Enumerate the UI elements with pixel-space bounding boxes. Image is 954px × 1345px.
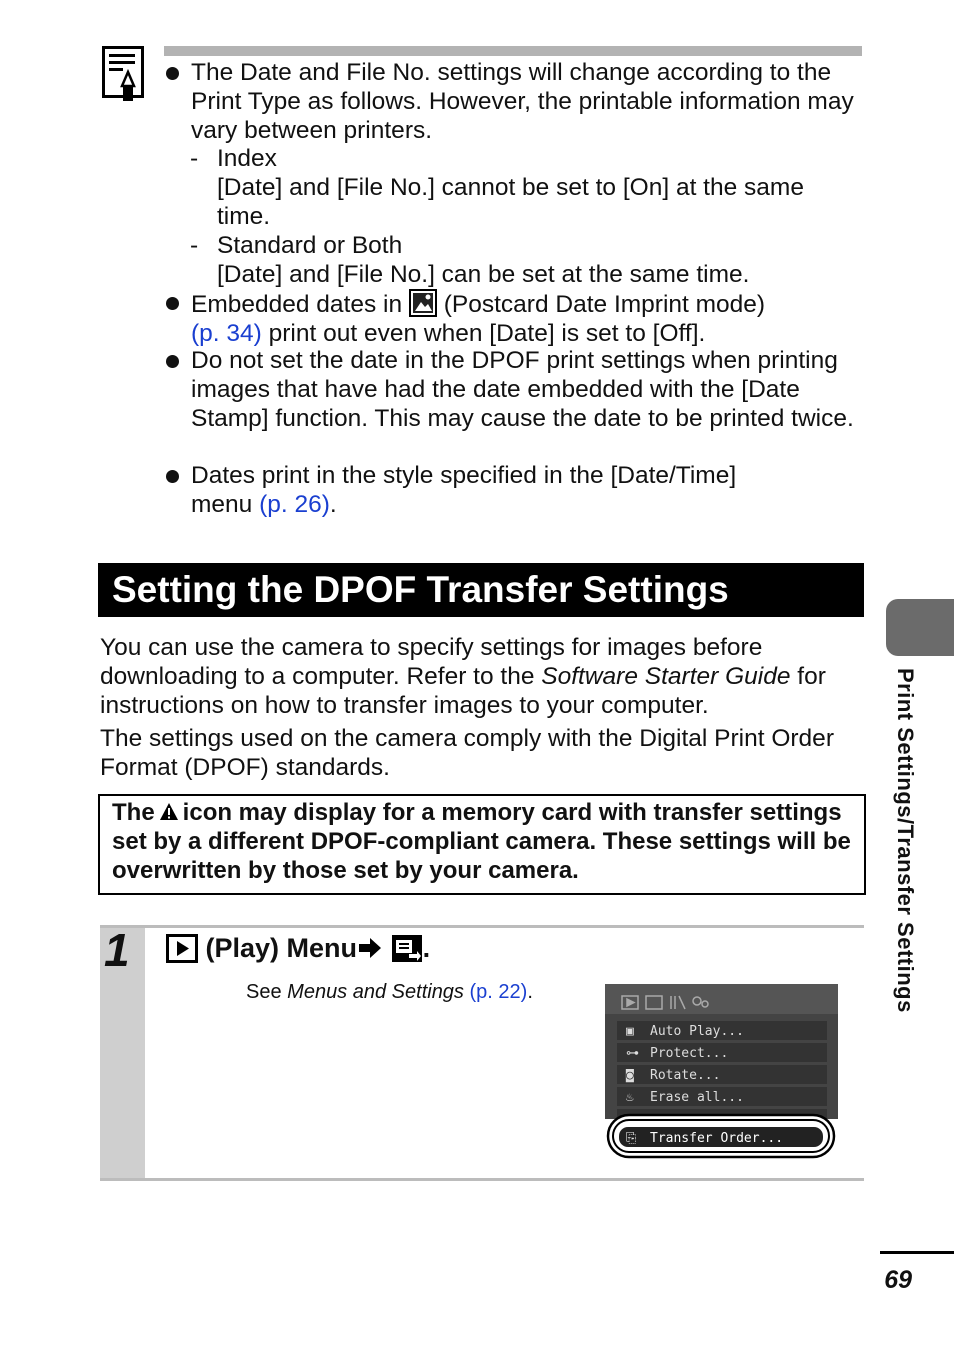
dash: - [190, 145, 199, 172]
note-bullet [166, 59, 866, 145]
page-link[interactable]: (p. 34) [191, 319, 262, 347]
step-label: (Play) Menu [205, 933, 358, 963]
guide-title: Software Starter Guide [541, 662, 791, 690]
sub-item-title: Standard or Both [217, 232, 403, 259]
bullet-text: Do not set the date in the DPOF print settings when printing images that have had the date embedded with the [Date Stamp] function. This may cause the date to be printed twice. [191, 347, 854, 432]
note-bullet [166, 347, 866, 433]
menu-item-auto-play: Auto Play... [650, 1024, 744, 1039]
intro-paragraph: The settings used on the camera comply with the Digital Print Order Format (DPOF) standards. [100, 725, 834, 781]
dash: - [190, 232, 199, 259]
caution-box [98, 794, 866, 895]
chapter-label: Print Settings/Transfer Settings [893, 668, 918, 1013]
menu-item-rotate: Rotate... [650, 1068, 721, 1083]
postcard-mode-icon [409, 289, 437, 317]
page-number-rule [880, 1251, 954, 1254]
bullet-text: The Date and File No. settings will change according to the Print Type as follows. However, the printable information may vary between printers. [191, 59, 854, 144]
bullet-text: (Postcard Date Imprint mode) [436, 291, 766, 318]
note-bullet [166, 462, 866, 520]
warning-icon [159, 802, 179, 822]
menu-icon-rotate: ◙ [626, 1068, 634, 1083]
sub-item-detail: [Date] and [File No.] can be set at the same time. [217, 260, 750, 288]
menu-icon-protect: ⊶ [626, 1046, 639, 1061]
step-title-end: . [422, 933, 431, 963]
step-number: 1 [104, 924, 130, 976]
camera-menu-screen [605, 984, 838, 1159]
menu-icon-transfer: ⎘ [626, 1131, 637, 1146]
bullet-icon [166, 355, 179, 368]
bullet-text: Dates print in the style specified in the [Date/Time] menu [191, 462, 737, 518]
bullet-text: print out even when [Date] is set to [Off]. [261, 319, 706, 347]
bullet-icon [166, 297, 179, 310]
sub-item-detail: [Date] and [File No.] cannot be set to [On] at the same time. [217, 173, 804, 230]
transfer-order-icon [391, 934, 423, 963]
bullet-icon [166, 470, 179, 483]
menu-item-transfer-order: Transfer Order... [650, 1131, 784, 1146]
intro-paragraph: You can use the camera to specify settings for images before downloading to a computer. Refer to the Software Starter Guide for instructions on how to transfer images to your computer. [100, 634, 826, 719]
play-icon [166, 934, 198, 963]
note-icon [102, 46, 144, 102]
arrow-right-icon [357, 936, 383, 960]
sub-item-title: Index [217, 145, 277, 172]
page-link[interactable]: (p. 22) [469, 981, 528, 1003]
menu-icon-auto-play: ▣ [626, 1024, 634, 1039]
page-number: 69 [884, 1266, 912, 1294]
bullet-icon [166, 67, 179, 80]
caution-text: icon may display for a memory card with transfer settings set by a different DPOF-compliant camera. These settings will be overwritten by those set by your camera. [112, 799, 851, 884]
see-reference: See Menus and Settings (p. 22). [246, 981, 533, 1003]
step-title [166, 930, 430, 966]
bullet-text: Embedded dates in [191, 291, 409, 318]
menu-item-erase-all: Erase all... [650, 1090, 744, 1105]
menu-icon-erase: ♨ [626, 1090, 634, 1105]
page-link[interactable]: (p. 26) [259, 490, 330, 518]
bullet-text: . [329, 490, 337, 518]
section-heading: Setting the DPOF Transfer Settings [98, 563, 864, 617]
reference-title: Menus and Settings [287, 981, 464, 1003]
note-divider [164, 46, 862, 56]
chapter-tab [886, 599, 954, 656]
sub-item-standard [190, 232, 850, 290]
caution-text: The [112, 799, 155, 826]
note-bullet [166, 289, 866, 349]
sub-item-index [190, 145, 850, 231]
menu-item-protect: Protect... [650, 1046, 729, 1061]
